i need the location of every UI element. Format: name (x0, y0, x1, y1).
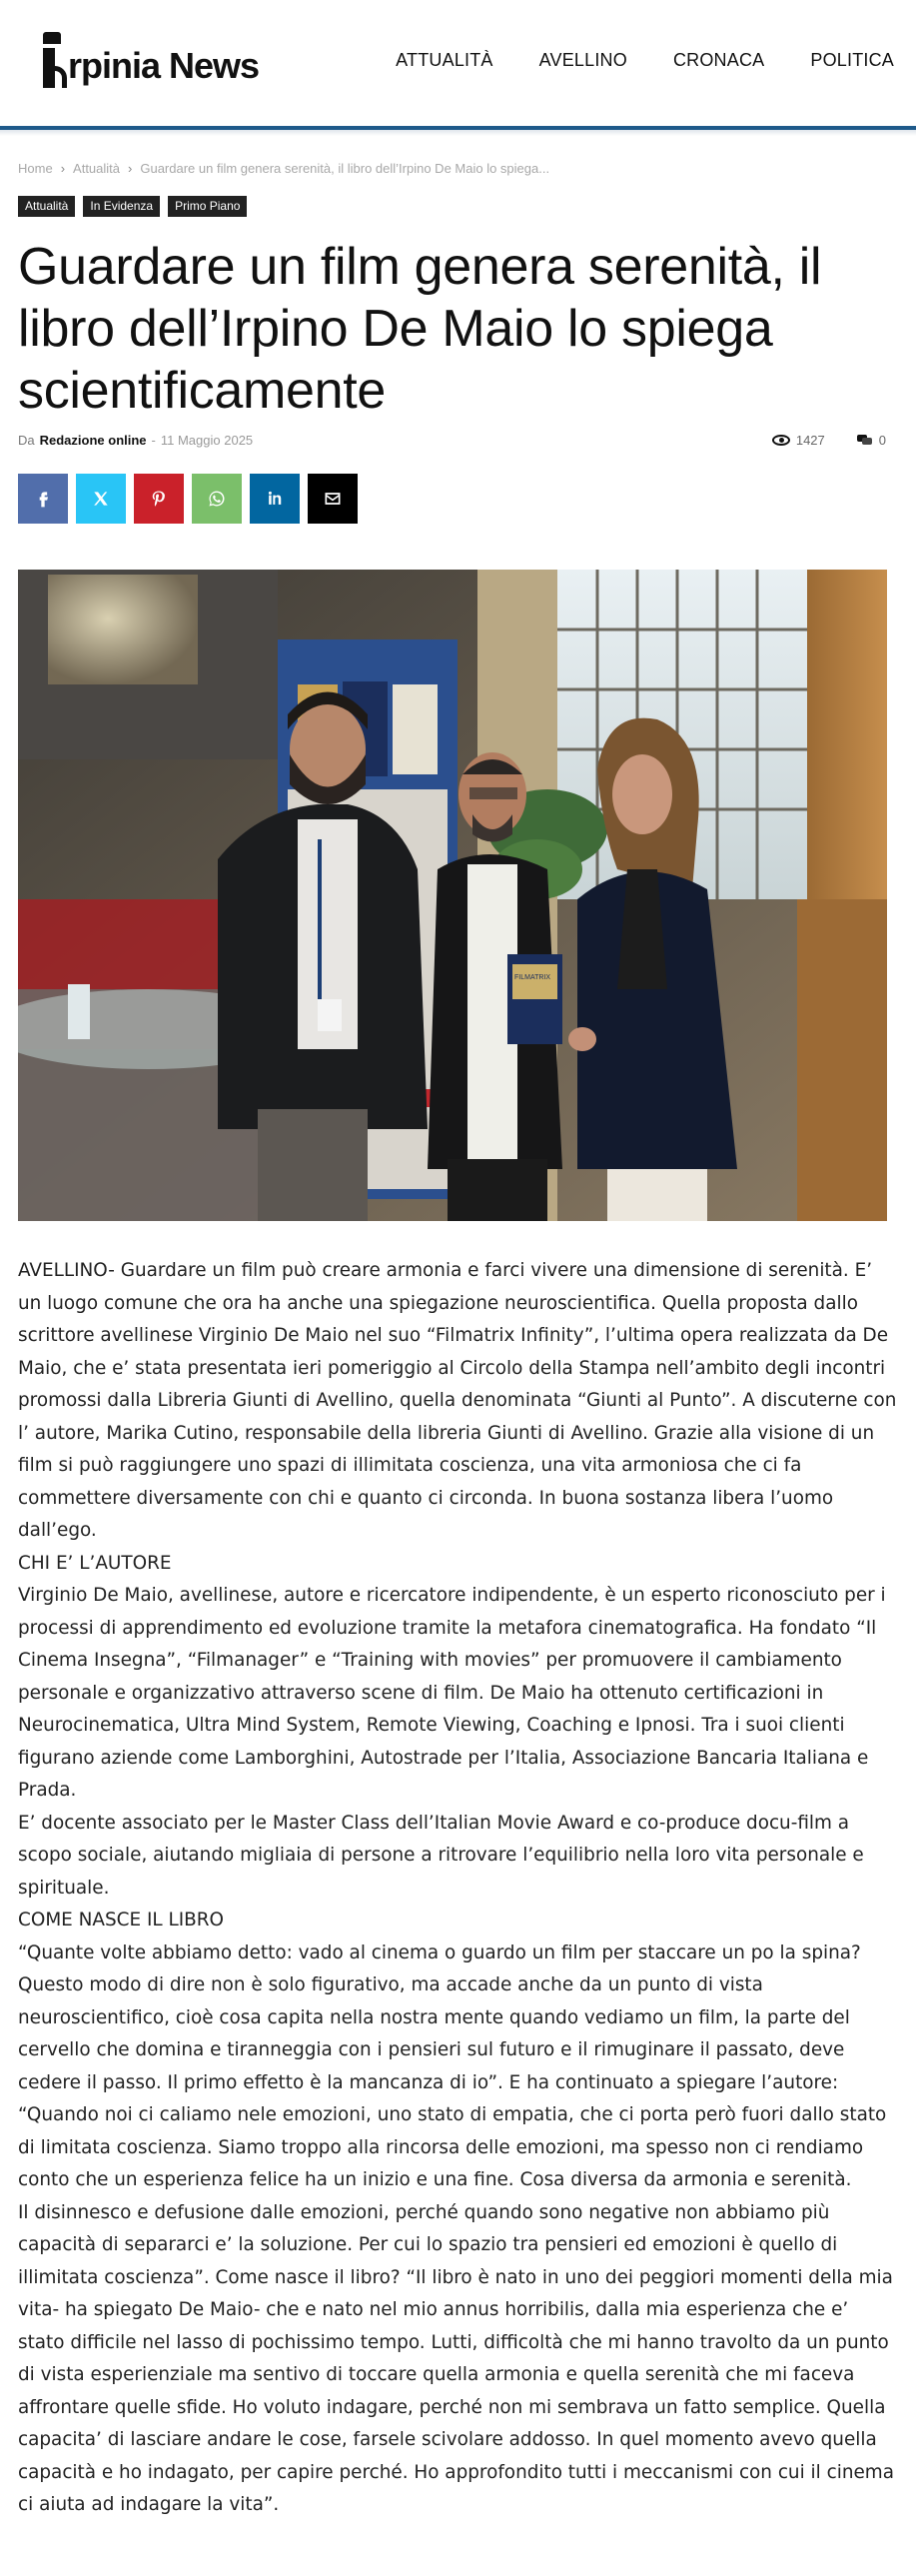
paragraph-docente: E’ docente associato per le Master Class dell’Italian Movie Award e co-produce docu-film a scopo sociale, aiutando migliaia di persone a ritrovare l’equilibrio nella loro vita personale e spirituale. (18, 1812, 864, 1899)
header-shadow (0, 130, 916, 136)
meta-author[interactable]: Redazione online (39, 433, 147, 448)
share-linkedin-button[interactable] (250, 474, 300, 524)
share-facebook-button[interactable] (18, 474, 68, 524)
site-header (0, 0, 916, 128)
article-title: Guardare un film genera serenità, il libro dell’Irpino De Maio lo spiega scientificamente (18, 238, 822, 420)
tag-in-evidenza[interactable]: In Evidenza (83, 196, 160, 217)
share-buttons (18, 474, 358, 524)
category-tags (18, 196, 247, 217)
x-twitter-icon (91, 489, 111, 509)
breadcrumb-home[interactable]: Home (18, 161, 53, 176)
book-title: FILMATRIX (514, 974, 551, 981)
section-heading-autore: CHI E’ L’AUTORE (18, 1552, 172, 1574)
photo-scene (18, 570, 887, 1221)
views-count: 1427 (795, 433, 825, 448)
pinterest-icon (149, 489, 169, 509)
share-pinterest-button[interactable] (134, 474, 184, 524)
article-meta (18, 433, 253, 448)
meta-date: 11 Maggio 2025 (160, 433, 254, 448)
nav-item-avellino[interactable]: AVELLINO (538, 50, 627, 70)
breadcrumb (18, 161, 549, 176)
linkedin-icon (265, 489, 285, 509)
breadcrumb-separator: › (60, 161, 66, 176)
tag-primo-piano[interactable]: Primo Piano (168, 196, 247, 217)
share-whatsapp-button[interactable] (192, 474, 242, 524)
paragraph-autore: Virginio De Maio, avellinese, autore e ricercatore indipendente, è un esperto riconosciuto per i processi di apprendimento ed evoluzione tramite la metafora cinematografica. Ha fondato “Il Cinema Insegna”, “Filmanager” e “Training with movies” per promuovere il cambiamento personale e organizzativo attraverso scene di film. De Maio ha ottenuto certificazioni in Neurocinematica, Ultra Mind System, Remote Viewing, Coaching e Ipnosi. Tra i suoi clienti figurano aziende come Lamborghini, Autostrade per l’Italia, Associazione Bancaria Italiana e Prada. (18, 1585, 886, 1801)
nav-item-politica[interactable]: POLITICA (810, 50, 894, 70)
comments-count[interactable]: 0 (878, 433, 886, 448)
logo-text: rpinia News (68, 45, 260, 86)
eye-icon (772, 435, 790, 446)
main-nav (350, 50, 894, 71)
nav-item-cronaca[interactable]: CRONACA (672, 50, 765, 70)
meta-by: Da (18, 433, 35, 448)
tag-attualita[interactable]: Attualità (18, 196, 75, 217)
section-heading-libro: COME NASCE IL LIBRO (18, 1910, 225, 1931)
paragraph-quote: “Quante volte abbiamo detto: vado al cinema o guardo un film per staccare un po la spina? Questo modo di dire non è solo figurativo, ma accade anche da un punto di vista neuroscientifico, cioè cosa capita nella nostra mente quando vediamo un film, la parte del cervello che domina e tiranneggia con i pensieri sul futuro e il rimuginare il passato, deve cedere il passo. Il primo effetto è la mancanza di io”. E ha continuato a spiegare l’autore: “Quando noi ci caliamo nele emozioni, uno stato di empatia, che ci porta però fuori dallo stato di limitata coscienza. Siamo troppo alla rincorsa delle emozioni, ma spesso non ci rendiamo conto che un esperienza felice ha un inizio e una fine. Cosa diversa da armonia e serenità. (18, 1941, 887, 2190)
meta-dash: - (151, 433, 156, 448)
whatsapp-icon (207, 489, 227, 509)
mail-icon (323, 489, 343, 509)
site-logo[interactable] (40, 28, 259, 88)
comments-icon[interactable] (857, 435, 873, 446)
breadcrumb-category[interactable]: Attualità (73, 161, 121, 176)
nav-item-attualita[interactable]: ATTUALITÀ (396, 50, 493, 70)
paragraph-disinnesco: Il disinnesco e defusione dalle emozioni, perché quando sono negative non abbiamo più capacità di separarci e’ la soluzione. Per cui lo spazio tra pensieri ed emozioni è quello di illimitata coscienza”. Come nasce il libro? “Il libro è nato in uno dei peggiori momenti della mia vita- ha spiegato De Maio- che e nato nel mio annus horribilis, dalla mia esperienza che e’ stato difficile nel lasso di pochissimo tempo. Lutti, difficoltà che mi hanno travolto da un punto di vista esperienziale ma sentivo di toccare quella armonia e quella serenità che mi faceva affrontare quelle sfide. Ho voluto indagare, perché non mi sembrava un fatto semplice. Quella capacita’ di lasciare andare le cose, farsele scivolare addosso. In quel momento avevo quella capacità e ho indagato, per capire perché. Ho approfondito tutti i meccanismi con cui il cinema ci aiuta ad indagare la vita”. (18, 2201, 894, 2515)
paragraph-intro: AVELLINO- Guardare un film può creare armonia e farci vivere una dimensione di serenità. E’ un luogo comune che ora ha anche una spiegazione neuroscientifica. Quella proposta dallo scrittore avellinese Virginio De Maio nel suo “Filmatrix Infinity”, l’ultima opera realizzata da De Maio, che e’ stata presentata ieri pomeriggio al Circolo della Stampa nell’ambito degli incontri promossi dalla Libreria Giunti di Avellino, quella denominata “Giunti al Punto”. A discuterne con l’ autore, Marika Cutino, responsabile della libreria Giunti di Avellino. Grazie alla visione di un film si può raggiungere uno spazi di illimitata coscienza, una vita armoniosa che ci fa commettere diversamente con chi e quanto ci circonda. In buona sostanza libera l’uomo dall’ego. (18, 1260, 897, 1541)
article-body (18, 1255, 897, 2522)
logo-i-mark (40, 32, 66, 88)
article-photo[interactable] (18, 570, 887, 1221)
share-x-button[interactable] (76, 474, 126, 524)
breadcrumb-separator: › (128, 161, 133, 176)
facebook-icon (33, 489, 53, 509)
share-mail-button[interactable] (308, 474, 358, 524)
article-stats (772, 433, 886, 448)
breadcrumb-current: Guardare un film genera serenità, il libro dell’Irpino De Maio lo spiega... (140, 161, 550, 176)
